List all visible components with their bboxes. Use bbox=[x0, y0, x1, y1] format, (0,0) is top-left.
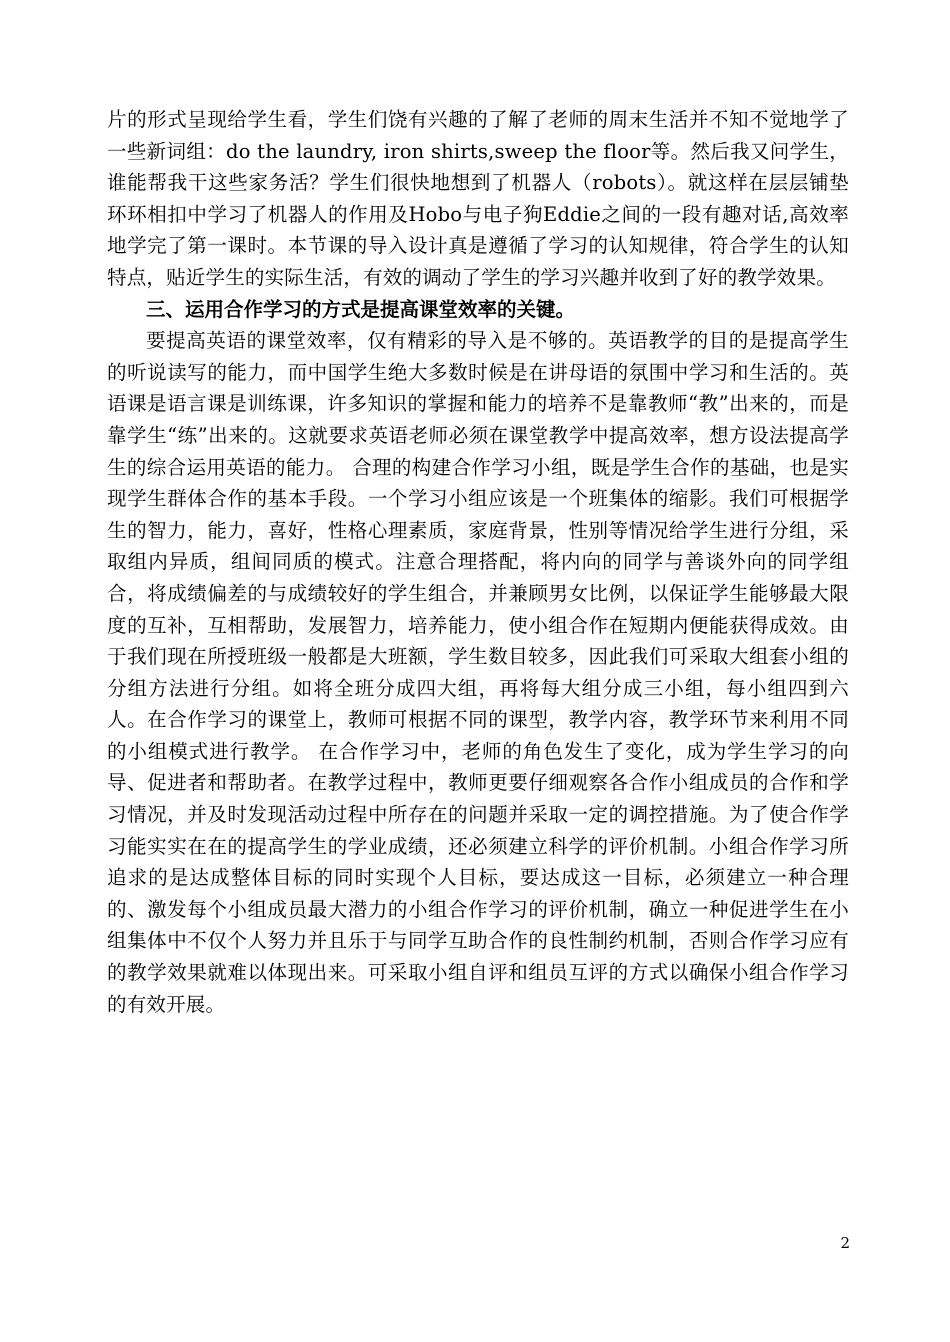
page-number: 2 bbox=[840, 1234, 850, 1252]
paragraph-cooperative-learning: 要提高英语的课堂效率，仅有精彩的导入是不够的。英语教学的目的是提高学生的听说读写的能力，而中国学生绝大多数时候是在讲母语的氛围中学习和生活的。英语课是语言课是训练课，许多知识的掌握和能力的培养不是靠教师“教”出来的，而是靠学生“练”出来的。这就要求英语老师必须在课堂教学中提高效率，想方设法提高学生的综合运用英语的能力。 合理的构建合作学习小组，既是学生合作的基础，也是实现学生群体合作的基本手段。一个学习小组应该是一个班集体的缩影。我们可根据学生的智力，能力，喜好，性格心理素质，家庭背景，性别等情况给学生进行分组，采取组内异质，组间同质的模式。注意合理搭配，将内向的同学与善谈外向的同学组合，将成绩偏差的与成绩较好的学生组合，并兼顾男女比例，以保证学生能够最大限度的互补，互相帮助，发展智力，培养能力，使小组合作在短期内便能获得成效。由于我们现在所授班级一般都是大班额，学生数目较多，因此我们可采取大组套小组的分组方法进行分组。如将全班分成四大组，再将每大组分成三小组，每小组四到六人。在合作学习的课堂上，教师可根据不同的课型，教学内容，教学环节来利用不同的小组模式进行教学。 在合作学习中，老师的角色发生了变化，成为学生学习的向导、促进者和帮助者。在教学过程中，教师更要仔细观察各合作小组成员的合作和学习情况，并及时发现活动过程中所存在的问题并采取一定的调控措施。为了使合作学习能实实在在的提高学生的学业成绩，还必须建立科学的评价机制。小组合作学习所追求的是达成整体目标的同时实现个人目标，要达成这一目标，必须建立一种合理的、激发每个小组成员最大潜力的小组合作学习的评价机制，确立一种促进学生在小组集体中不仅个人努力并且乐于与同学互助合作的良性制约机制，否则合作学习应有的教学效果就难以体现出来。可采取小组自评和组员互评的方式以确保小组合作学习的有效开展。 bbox=[107, 329, 849, 1016]
section-heading-cooperative-learning: 三、运用合作学习的方式是提高课堂效率的关键。 bbox=[146, 297, 576, 321]
paragraph-robots-lesson-intro: 片的形式呈现给学生看，学生们饶有兴趣的了解了老师的周末生活并不知不觉地学了一些新词组：do the laundry, iron shirts,sweep the floor等。然后我又问学生，谁能帮我干这些家务活？学生们很快地想到了机器人（robots）。就这样在层层铺垫环环相扣中学习了机器人的作用及Hobo与电子狗Eddie之间的一段有趣对话,高效率地学完了第一课时。本节课的导入设计真是遵循了学习的认知规律，符合学生的认知特点，贴近学生的实际生活，有效的调动了学生的学习兴趣并收到了好的教学效果。 bbox=[107, 108, 849, 289]
document-body bbox=[107, 104, 849, 1020]
